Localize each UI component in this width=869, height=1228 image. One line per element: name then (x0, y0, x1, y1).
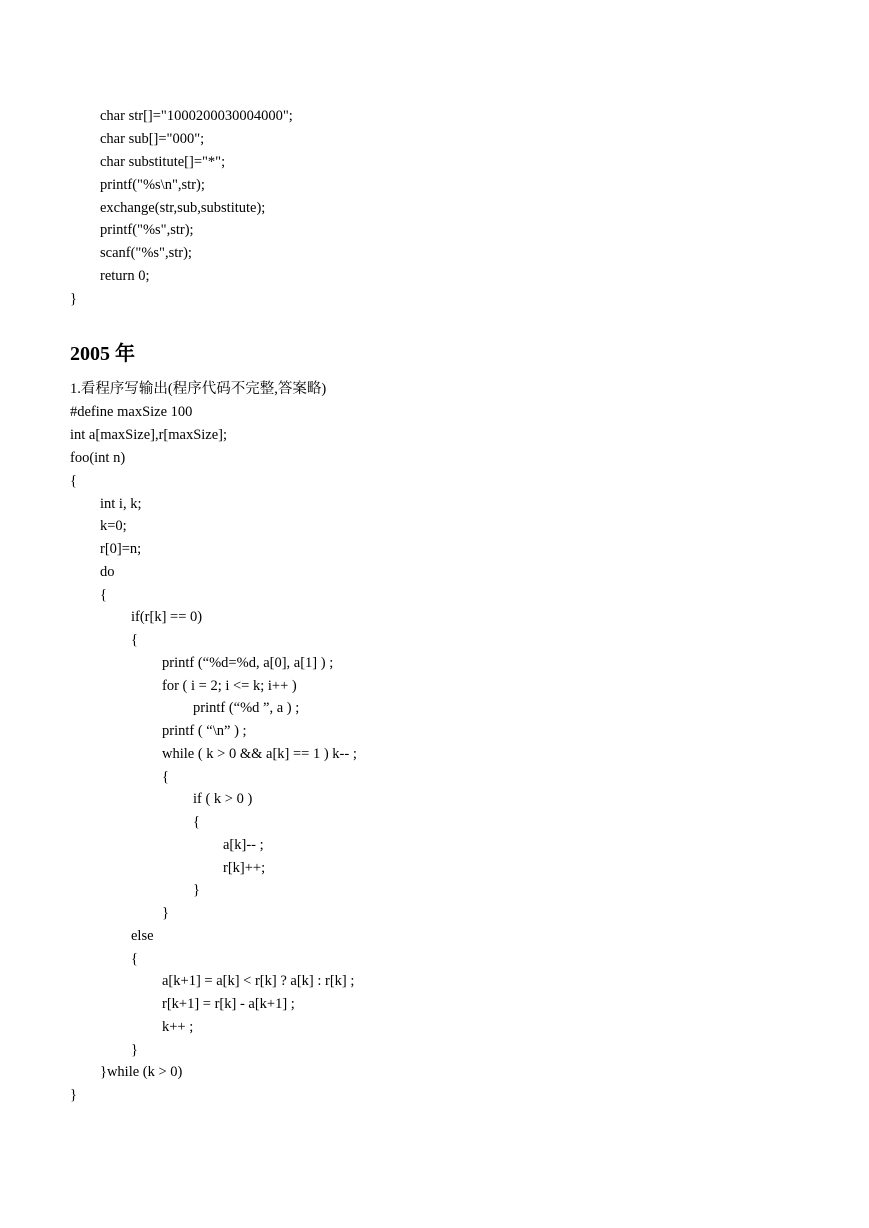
code-line: if(r[k] == 0) (131, 609, 203, 625)
code-line: #define maxSize 100 (70, 404, 193, 420)
code-line: printf (“%d=%d, a[0], a[1] ) ; (162, 655, 334, 671)
code-line: }while (k > 0) (100, 1064, 183, 1080)
code-line: while ( k > 0 && a[k] == 1 ) k-- ; (162, 746, 357, 762)
code-line: r[k+1] = r[k] - a[k+1] ; (162, 996, 295, 1012)
code-line: } (70, 291, 77, 307)
code-line: char substitute[]="*"; (100, 154, 226, 170)
code-line: char str[]="1000200030004000"; (100, 108, 293, 124)
code-line: r[0]=n; (100, 541, 142, 557)
code-line: return 0; (100, 268, 150, 284)
code-line: { (70, 473, 77, 489)
code-line: } (131, 1042, 138, 1058)
code-line: int i, k; (100, 496, 142, 512)
code-line: r[k]++; (223, 860, 266, 876)
question-title: 1.看程序写输出(程序代码不完整,答案略) (70, 381, 327, 397)
code-line: { (131, 951, 138, 967)
code-line: char sub[]="000"; (100, 131, 205, 147)
code-line: printf ( “\n” ) ; (162, 723, 247, 739)
code-line: printf("%s\n",str); (100, 177, 205, 193)
code-line: { (131, 632, 138, 648)
code-line: else (131, 928, 154, 944)
code-line: exchange(str,sub,substitute); (100, 200, 266, 216)
code-line: { (162, 769, 169, 785)
code-line: { (100, 587, 107, 603)
code-line: printf("%s",str); (100, 222, 194, 238)
code-line: scanf("%s",str); (100, 245, 192, 261)
code-line: k++ ; (162, 1019, 194, 1035)
code-line: } (193, 882, 200, 898)
code-line: a[k+1] = a[k] < r[k] ? a[k] : r[k] ; (162, 973, 355, 989)
code-line: { (193, 814, 200, 830)
code-line: foo(int n) (70, 450, 126, 466)
code-line: } (70, 1087, 77, 1103)
code-line: for ( i = 2; i <= k; i++ ) (162, 678, 297, 694)
code-line: if ( k > 0 ) (193, 791, 253, 807)
code-line: } (162, 905, 169, 921)
code-line: a[k]-- ; (223, 837, 264, 853)
code-line: k=0; (100, 518, 127, 534)
code-line: int a[maxSize],r[maxSize]; (70, 427, 228, 443)
code-line: printf (“%d ”, a ) ; (193, 700, 300, 716)
section-heading: 2005 年 (70, 343, 135, 365)
code-line: do (100, 564, 115, 580)
